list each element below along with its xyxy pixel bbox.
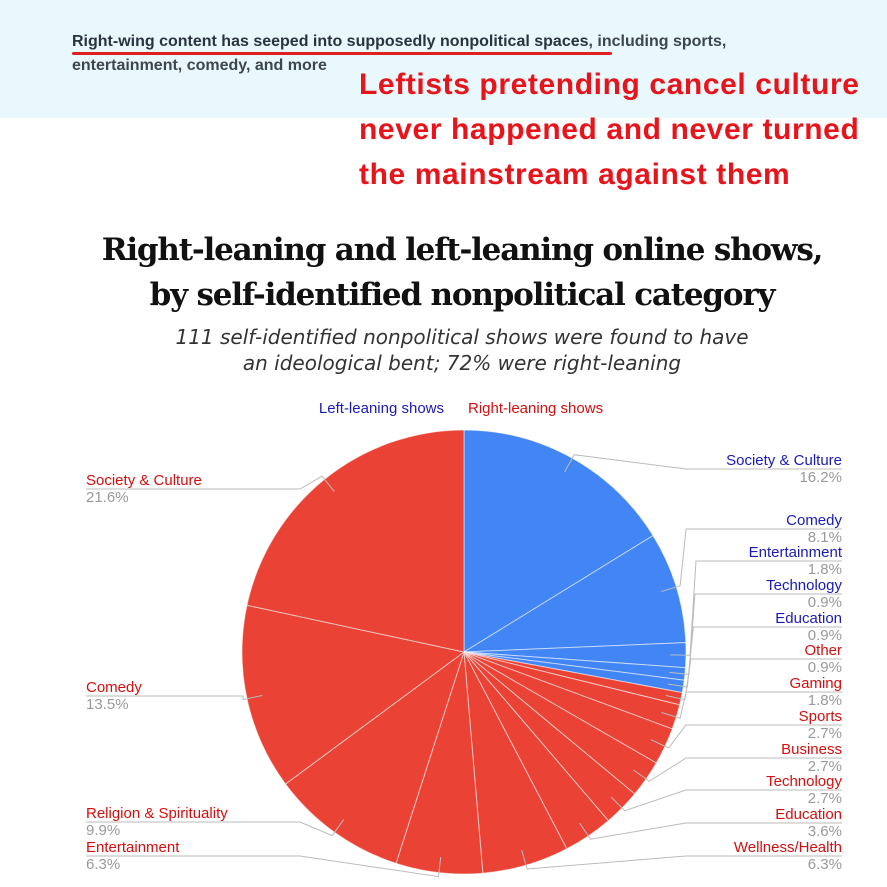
slice-label: Entertainment [86,839,180,856]
slice-percent: 1.8% [807,692,842,709]
slice-percent: 0.9% [807,627,842,644]
slice-label: Technology [766,577,842,594]
slice-percent: 2.7% [807,790,842,807]
chart-subtitle-line-2: an ideological bent; 72% were right-leaning [242,351,682,375]
article-link[interactable]: Right-wing content has seeped into supposedly nonpolitical spaces [72,33,589,50]
leader-line [580,823,842,839]
slice-label: Education [775,610,842,627]
slice-label: Society & Culture [86,472,202,489]
banner-rest-text: , including sports, entertainment, comedy, and more [72,33,727,74]
pie-slices [242,430,686,874]
slice-label: Business [781,741,842,758]
slice-label: Comedy [86,679,142,696]
slice-percent: 2.7% [807,758,842,775]
slice-label: Gaming [789,675,842,692]
slice-percent: 0.9% [807,594,842,611]
slice-percent: 3.6% [807,823,842,840]
slice-label: Technology [766,773,842,790]
slice-label: Society & Culture [726,452,842,469]
slice-label: Other [804,642,842,659]
slice-percent: 1.8% [807,561,842,578]
slice-percent: 21.6% [86,489,129,506]
slice-label: Entertainment [748,544,842,561]
slice-percent: 9.9% [86,822,121,839]
slice-label: Religion & Spirituality [86,805,228,822]
slice-percent: 8.1% [807,529,842,546]
legend-right-leaning: Right-leaning shows [468,400,604,417]
slice-percent: 13.5% [86,696,129,713]
slice-percent: 0.9% [807,659,842,676]
slice-label: Wellness/Health [733,839,842,856]
slice-label: Education [775,806,842,823]
slice-label: Comedy [786,512,842,529]
slice-label: Sports [798,708,842,725]
overlay-caption: Leftists pretending cancel culture never happened and never turned the mainstream against them [359,68,860,191]
leader-line [86,820,344,836]
legend-left-leaning: Left-leaning shows [318,400,444,417]
chart-title-line-1: Right-leaning and left-leaning online shows, [101,232,823,268]
slice-percent: 6.3% [807,856,842,873]
slice-percent: 2.7% [807,725,842,742]
slice-percent: 16.2% [799,469,842,486]
chart-title-line-2: by self-identified nonpolitical category [149,277,775,313]
slice-percent: 6.3% [86,856,121,873]
chart-subtitle-line-1: 111 self-identified nonpolitical shows were found to have [175,325,749,349]
